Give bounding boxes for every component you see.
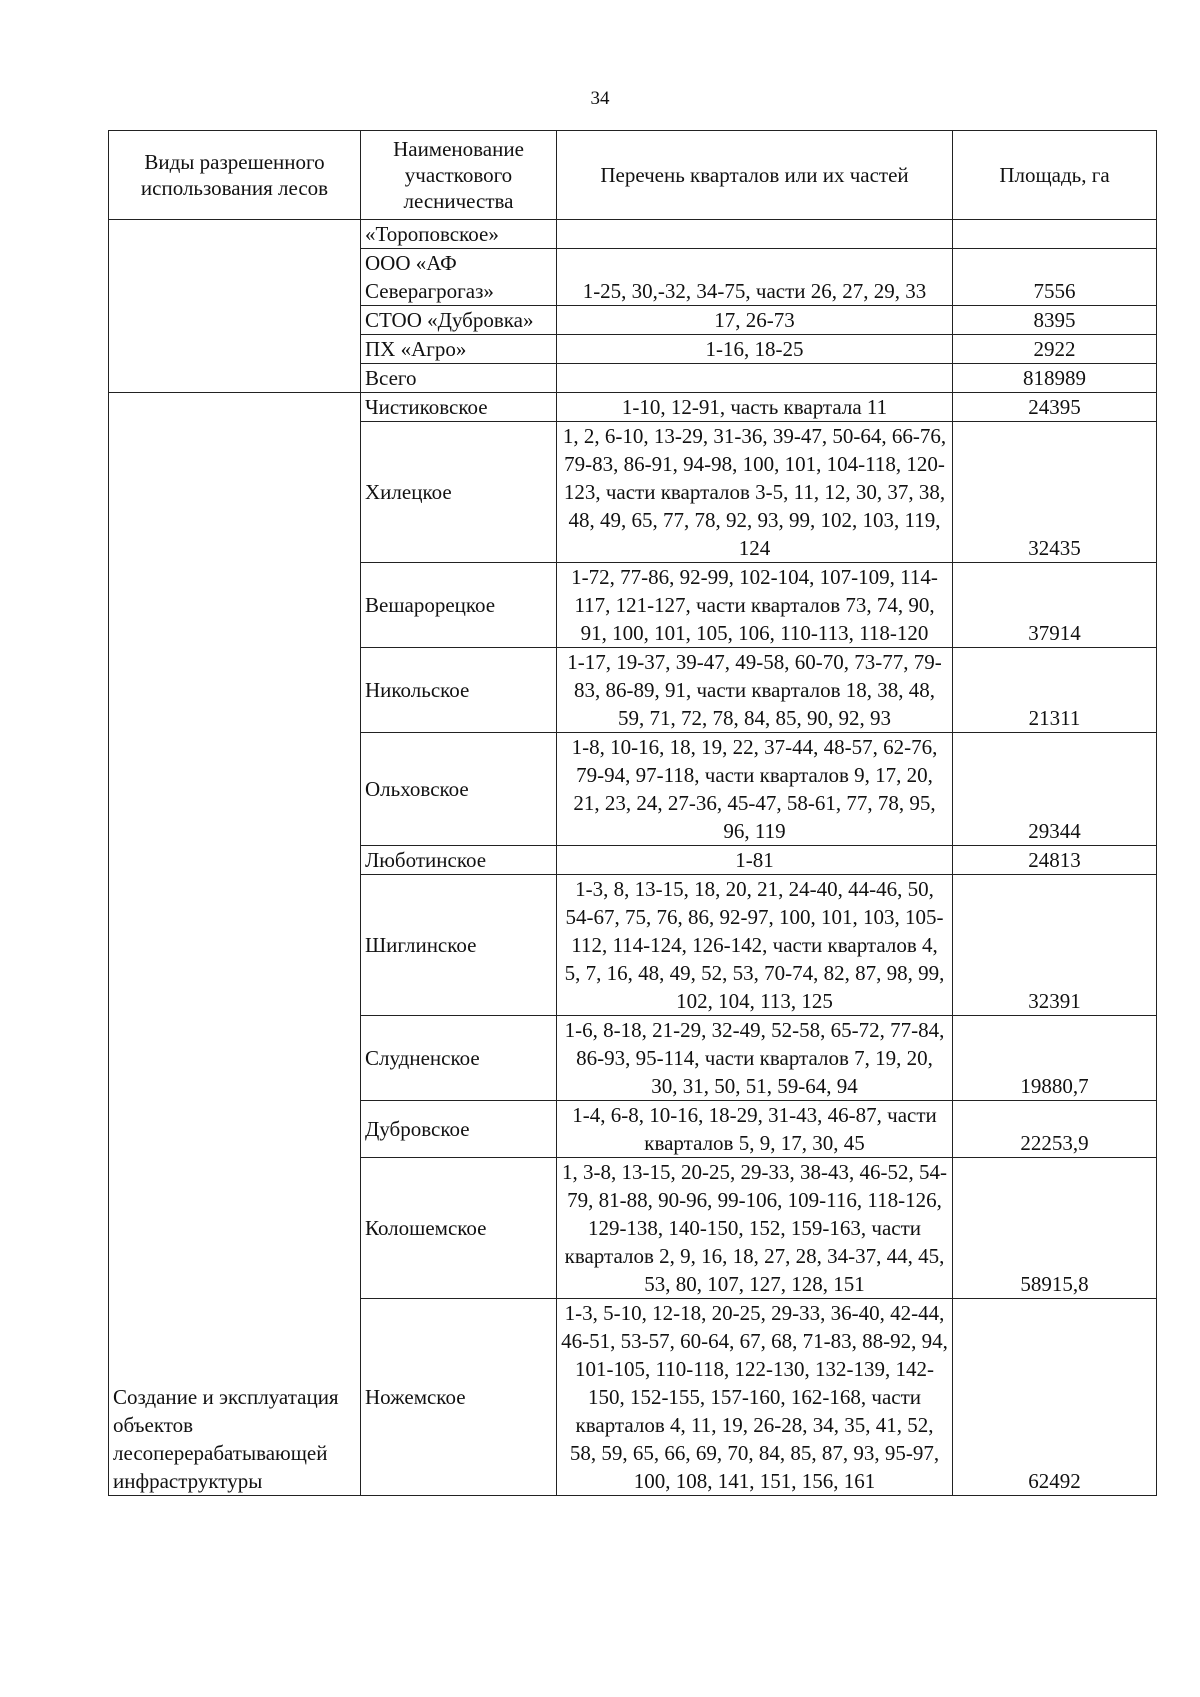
header-quarters-list: Перечень кварталов или их частей (557, 131, 953, 220)
use-type-cell-continued (109, 220, 361, 393)
quarters-list: 1-6, 8-18, 21-29, 32-49, 52-58, 65-72, 77-84, 86-93, 95-114, части кварталов 7, 19, 20, 30, 31, 50, 51, 59-64, 94 (557, 1016, 953, 1101)
area-value: 24395 (953, 393, 1157, 422)
quarters-list: 1-3, 8, 13-15, 18, 20, 21, 24-40, 44-46, 50, 54-67, 75, 76, 86, 92-97, 100, 101, 103, 105-112, 114-124, 126-142, части кварталов 4, 5, 7, 16, 48, 49, 52, 53, 70-74, 82, 87, 98, 99, 102, 104, 113, 125 (557, 875, 953, 1016)
forestry-name: Ольховское (361, 733, 557, 846)
quarters-list (557, 220, 953, 249)
forestry-name: СТОО «Дубровка» (361, 306, 557, 335)
forestry-name: Люботинское (361, 846, 557, 875)
table-row (109, 220, 1157, 249)
header-forestry-name: Наименование участкового лесничества (361, 131, 557, 220)
quarters-list: 1-81 (557, 846, 953, 875)
quarters-list: 1-3, 5-10, 12-18, 20-25, 29-33, 36-40, 42-44, 46-51, 53-57, 60-64, 67, 68, 71-83, 88-92, 94, 101-105, 110-118, 122-130, 132-139, 142-150, 152-155, 157-160, 162-168, части кварталов 4, 11, 19, 26-28, 34, 35, 41, 52, 58, 59, 65, 66, 69, 70, 84, 85, 87, 93, 95-97, 100, 108, 141, 151, 156, 161 (557, 1299, 953, 1496)
area-value: 22253,9 (953, 1101, 1157, 1158)
quarters-list: 1-17, 19-37, 39-47, 49-58, 60-70, 73-77, 79-83, 86-89, 91, части кварталов 18, 38, 48, 59, 71, 72, 78, 84, 85, 90, 92, 93 (557, 648, 953, 733)
forestry-name: Ножемское (361, 1299, 557, 1496)
quarters-list: 1, 3-8, 13-15, 20-25, 29-33, 38-43, 46-52, 54-79, 81-88, 90-96, 99-106, 109-116, 118-126, 129-138, 140-150, 152, 159-163, части кварталов 2, 9, 16, 18, 27, 28, 34-37, 44, 45, 53, 80, 107, 127, 128, 151 (557, 1158, 953, 1299)
header-use-type: Виды разрешенного использования лесов (109, 131, 361, 220)
forestry-name: Хилецкое (361, 422, 557, 563)
area-value: 19880,7 (953, 1016, 1157, 1101)
quarters-list: 1, 2, 6-10, 13-29, 31-36, 39-47, 50-64, 66-76, 79-83, 86-91, 94-98, 100, 101, 104-118, 120-123, части кварталов 3-5, 11, 12, 30, 37, 38, 48, 49, 65, 77, 78, 92, 93, 99, 102, 103, 119, 124 (557, 422, 953, 563)
forestry-name: Вешарорецкое (361, 563, 557, 648)
area-value: 7556 (953, 249, 1157, 306)
forest-use-table (108, 130, 1157, 1496)
area-value: 29344 (953, 733, 1157, 846)
area-value: 37914 (953, 563, 1157, 648)
quarters-list: 1-25, 30,-32, 34-75, части 26, 27, 29, 33 (557, 249, 953, 306)
forestry-name: Шиглинское (361, 875, 557, 1016)
area-value (953, 220, 1157, 249)
area-value: 32435 (953, 422, 1157, 563)
quarters-list: 1-10, 12-91, часть квартала 11 (557, 393, 953, 422)
area-value: 21311 (953, 648, 1157, 733)
area-value: 32391 (953, 875, 1157, 1016)
header-row (109, 131, 1157, 220)
forestry-name: «Тороповское» (361, 220, 557, 249)
area-value: 58915,8 (953, 1158, 1157, 1299)
quarters-list: 1-16, 18-25 (557, 335, 953, 364)
area-value: 8395 (953, 306, 1157, 335)
quarters-list: 1-8, 10-16, 18, 19, 22, 37-44, 48-57, 62-76, 79-94, 97-118, части кварталов 9, 17, 20, 21, 23, 24, 27-36, 45-47, 58-61, 77, 78, 95, 96, 119 (557, 733, 953, 846)
page-number: 34 (590, 88, 610, 109)
forestry-name: Никольское (361, 648, 557, 733)
use-type-cell: Создание и эксплуатация объектов лесоперерабатывающей инфраструктуры (109, 393, 361, 1496)
forestry-name: Дубровское (361, 1101, 557, 1158)
quarters-list: 1-72, 77-86, 92-99, 102-104, 107-109, 114-117, 121-127, части кварталов 73, 74, 90, 91, 100, 101, 105, 106, 110-113, 118-120 (557, 563, 953, 648)
header-area: Площадь, га (953, 131, 1157, 220)
total-area-value: 818989 (953, 364, 1157, 393)
area-value: 24813 (953, 846, 1157, 875)
forestry-name: ПХ «Агро» (361, 335, 557, 364)
quarters-list (557, 364, 953, 393)
forestry-name: Колошемское (361, 1158, 557, 1299)
total-label: Всего (361, 364, 557, 393)
area-value: 62492 (953, 1299, 1157, 1496)
quarters-list: 17, 26-73 (557, 306, 953, 335)
forestry-name: Слудненское (361, 1016, 557, 1101)
quarters-list: 1-4, 6-8, 10-16, 18-29, 31-43, 46-87, части кварталов 5, 9, 17, 30, 45 (557, 1101, 953, 1158)
table-row (109, 393, 1157, 422)
forestry-name: Чистиковское (361, 393, 557, 422)
area-value: 2922 (953, 335, 1157, 364)
forestry-name: ООО «АФ Северагрогаз» (361, 249, 557, 306)
